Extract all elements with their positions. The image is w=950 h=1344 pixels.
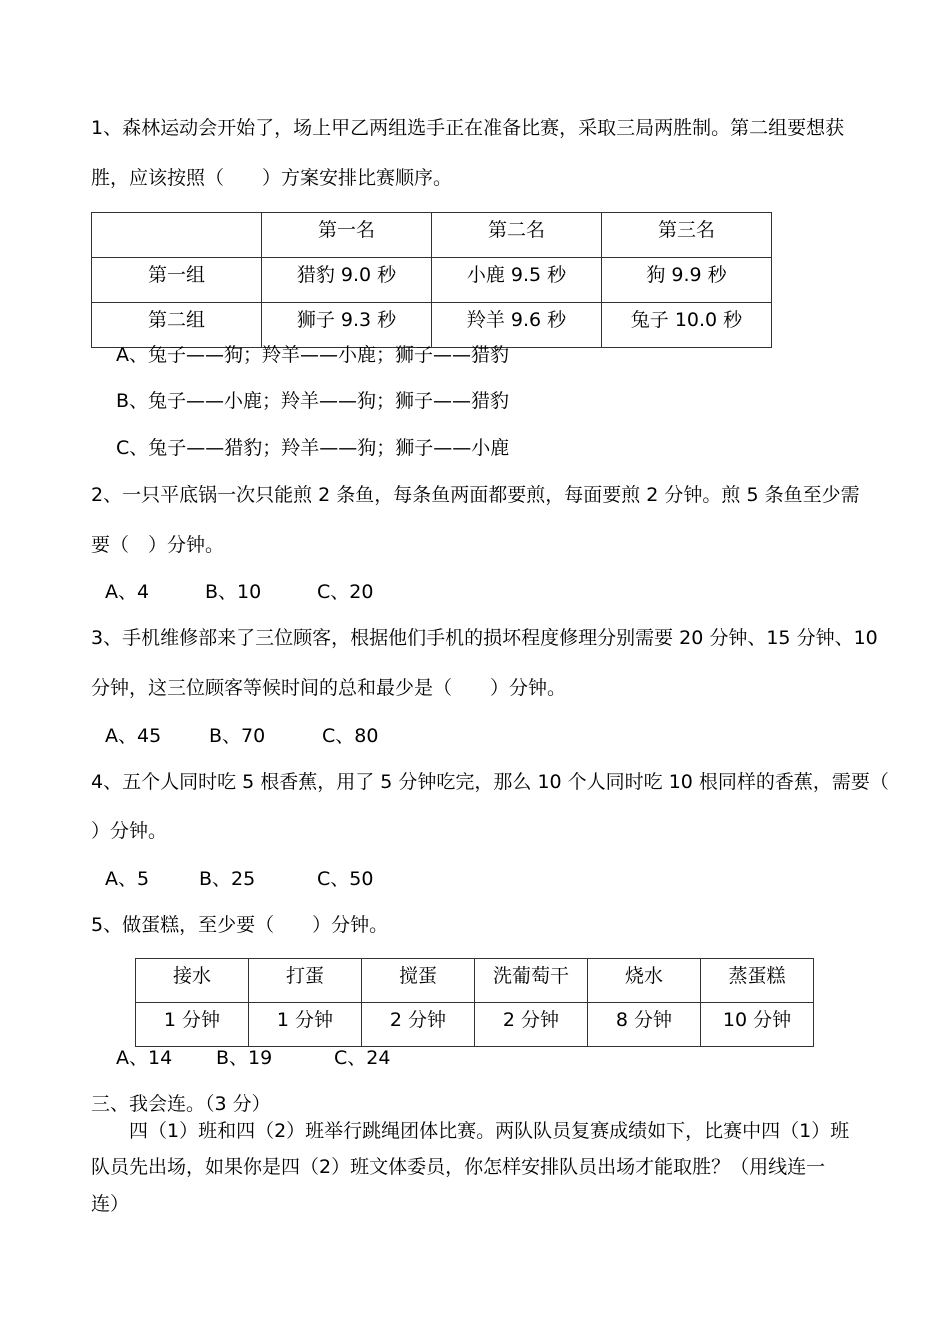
table-cell: 打蛋 <box>249 959 362 1003</box>
table-cell: 8 分钟 <box>588 1003 701 1047</box>
table-cell: 接水 <box>136 959 249 1003</box>
table-row <box>92 258 772 303</box>
q2-option-b: B、10 <box>205 581 262 603</box>
table-cell: 羚羊 9.6 秒 <box>432 303 602 348</box>
q3-option-a: A、45 <box>105 725 162 747</box>
q2-option-c: C、20 <box>317 581 374 603</box>
q2-text-line2: 要（ ）分钟。 <box>91 534 225 556</box>
table-cell: 搅蛋 <box>362 959 475 1003</box>
table-cell: 小鹿 9.5 秒 <box>432 258 602 303</box>
table-cell: 猎豹 9.0 秒 <box>262 258 432 303</box>
q4-text-line1: 4、五个人同时吃 5 根香蕉，用了 5 分钟吃完，那么 10 个人同时吃 10 根同样的香蕉，需要（ <box>91 771 889 793</box>
q5-option-b: B、19 <box>216 1047 273 1069</box>
section-3-line3: 连） <box>91 1193 130 1215</box>
q5-text-line1: 5、做蛋糕，至少要（ ）分钟。 <box>91 914 389 936</box>
q1-table <box>91 212 772 348</box>
q4-text-line2: ）分钟。 <box>91 820 168 842</box>
table-cell: 蒸蛋糕 <box>701 959 814 1003</box>
table-cell: 第二组 <box>92 303 262 348</box>
q4-option-c: C、50 <box>317 868 374 890</box>
q1-text-line2: 胜，应该按照（ ）方案安排比赛顺序。 <box>91 167 453 189</box>
table-cell: 2 分钟 <box>362 1003 475 1047</box>
q1-option-b: B、兔子——小鹿；羚羊——狗；狮子——猎豹 <box>116 390 510 412</box>
table-cell <box>92 213 262 258</box>
table-cell: 狮子 9.3 秒 <box>262 303 432 348</box>
q1-text-line1: 1、森林运动会开始了，场上甲乙两组选手正在准备比赛，采取三局两胜制。第二组要想获 <box>91 117 845 139</box>
table-cell: 狗 9.9 秒 <box>602 258 772 303</box>
table-cell: 烧水 <box>588 959 701 1003</box>
q3-options <box>105 724 378 748</box>
q5-option-a: A、14 <box>116 1047 173 1069</box>
section-3-line1: 四（1）班和四（2）班举行跳绳团体比赛。两队队员复赛成绩如下，比赛中四（1）班 <box>91 1120 850 1142</box>
section-3-title: 三、我会连。（3 分） <box>91 1093 271 1115</box>
q3-option-b: B、70 <box>209 725 266 747</box>
section-3-line2: 队员先出场，如果你是四（2）班文体委员，你怎样安排队员出场才能取胜？（用线连一 <box>91 1156 826 1178</box>
q3-text-line1: 3、手机维修部来了三位顾客，根据他们手机的损坏程度修理分别需要 20 分钟、15 分钟、10 <box>91 627 878 649</box>
q1-option-a: A、兔子——狗；羚羊——小鹿；狮子——猎豹 <box>116 344 509 366</box>
table-row <box>136 1003 814 1047</box>
q3-option-c: C、80 <box>322 725 379 747</box>
table-cell: 兔子 10.0 秒 <box>602 303 772 348</box>
q2-text-line1: 2、一只平底锅一次只能煎 2 条鱼，每条鱼两面都要煎，每面要煎 2 分钟。煎 5 条鱼至少需 <box>91 484 860 506</box>
table-header-row <box>136 959 814 1003</box>
table-header-row <box>92 213 772 258</box>
q4-option-a: A、5 <box>105 868 150 890</box>
q2-option-a: A、4 <box>105 581 150 603</box>
table-cell: 第一名 <box>262 213 432 258</box>
q5-option-c: C、24 <box>334 1047 391 1069</box>
table-cell: 10 分钟 <box>701 1003 814 1047</box>
q3-text-line2: 分钟，这三位顾客等候时间的总和最少是（ ）分钟。 <box>91 677 567 699</box>
table-cell: 洗葡萄干 <box>475 959 588 1003</box>
q4-option-b: B、25 <box>199 868 256 890</box>
q2-options <box>105 580 373 604</box>
table-cell: 2 分钟 <box>475 1003 588 1047</box>
table-cell: 第一组 <box>92 258 262 303</box>
q5-table <box>135 958 814 1047</box>
q4-options <box>105 867 373 891</box>
q5-options <box>116 1046 390 1070</box>
table-cell: 1 分钟 <box>136 1003 249 1047</box>
table-cell: 1 分钟 <box>249 1003 362 1047</box>
q1-option-c: C、兔子——猎豹；羚羊——狗；狮子——小鹿 <box>116 437 510 459</box>
table-row <box>92 303 772 348</box>
table-cell: 第三名 <box>602 213 772 258</box>
table-cell: 第二名 <box>432 213 602 258</box>
